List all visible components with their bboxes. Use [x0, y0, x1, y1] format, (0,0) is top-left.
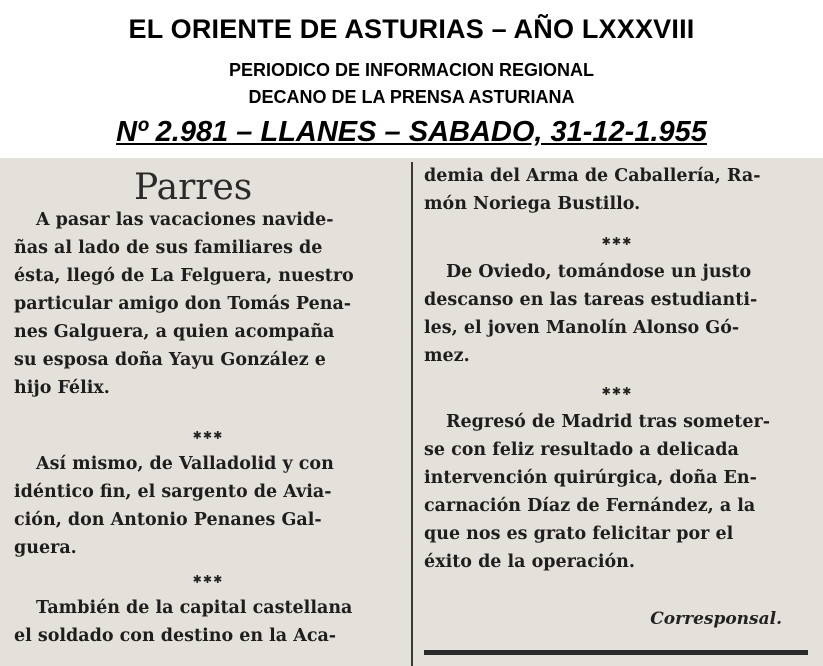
text-line: particular amigo don Tomás Pena-: [14, 294, 352, 314]
masthead: [0, 0, 823, 158]
text-line: intervención quirúrgica, doña En-: [424, 468, 757, 488]
text-line: Así mismo, de Valladolid y con: [36, 454, 334, 474]
column-divider: [411, 162, 413, 666]
text-line: ción, don Antonio Penanes Gal-: [14, 510, 322, 530]
text-line: nes Galguera, a quien acompaña: [14, 322, 335, 342]
separator-mark: ✱✱✱: [601, 235, 633, 248]
text-line: demia del Arma de Caballería, Ra-: [424, 166, 761, 186]
text-line: mez.: [424, 346, 470, 366]
signature: Corresponsal.: [650, 609, 782, 629]
separator-mark: ✱✱✱: [192, 429, 224, 442]
text-line: ñas al lado de sus familiares de: [14, 238, 323, 258]
text-line: món Noriega Bustillo.: [424, 194, 641, 214]
right-column: [424, 158, 810, 666]
text-line: ésta, llegó de La Felguera, nuestro: [14, 266, 354, 286]
text-line: A pasar las vacaciones navide-: [36, 210, 334, 230]
section-title: Parres: [134, 167, 253, 208]
left-column: [14, 158, 402, 666]
separator-mark: ✱✱✱: [192, 573, 224, 586]
text-line: el soldado con destino en la Aca-: [14, 626, 337, 646]
newspaper-title: EL ORIENTE DE ASTURIAS – AÑO LXXXVIII: [128, 14, 695, 44]
text-line: carnación Díaz de Fernández, a la: [424, 496, 756, 516]
issue-line: Nº 2.981 – LLANES – SABADO, 31-12-1.955: [116, 116, 707, 148]
text-line: guera.: [14, 538, 77, 558]
text-line: éxito de la operación.: [424, 552, 635, 572]
text-line: idéntico fin, el sargento de Avia-: [14, 482, 332, 502]
text-line: que nos es grato felicitar por el: [424, 524, 734, 544]
text-line: hijo Félix.: [14, 378, 110, 398]
text-line: descanso en las tareas estudianti-: [424, 290, 758, 310]
text-line: se con feliz resultado a delicada: [424, 440, 739, 460]
text-line: su esposa doña Yayu González e: [14, 350, 326, 370]
separator-mark: ✱✱✱: [601, 385, 633, 398]
text-line: De Oviedo, tomándose un justo: [446, 262, 752, 282]
newspaper-subtitle: PERIODICO DE INFORMACION REGIONAL: [228, 60, 594, 80]
newspaper-tagline: DECANO DE LA PRENSA ASTURIANA: [248, 87, 575, 107]
text-line: También de la capital castellana: [36, 598, 353, 618]
text-line: les, el joven Manolín Alonso Gó-: [424, 318, 740, 338]
newspaper-clipping: [0, 158, 823, 666]
bottom-rule: [424, 650, 808, 655]
text-line: Regresó de Madrid tras someter-: [446, 412, 770, 432]
